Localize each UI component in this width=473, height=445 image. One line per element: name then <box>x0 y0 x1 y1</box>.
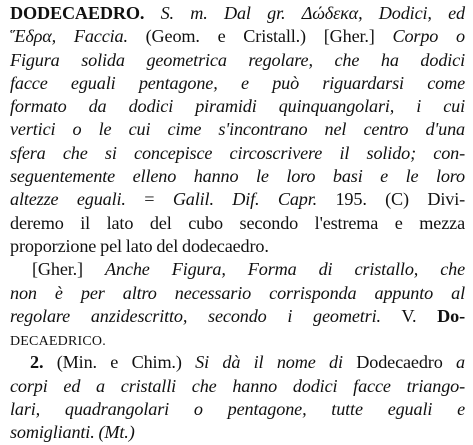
entry-line <box>10 118 465 141</box>
text-segment: Figura solida geometrica regolare, che ha dodici <box>10 49 465 70</box>
text-segment: = <box>125 189 173 210</box>
text-segment: 2. <box>30 352 57 373</box>
text-segment: lari, quadrangolari o pentagone, tutte eguali e <box>10 399 465 420</box>
entry-line <box>10 188 465 211</box>
text-segment: DECAEDRICO. <box>10 334 106 350</box>
entry-line <box>10 49 465 72</box>
text-segment <box>144 3 160 23</box>
text-segment: a <box>456 352 465 373</box>
text-segment: Ἕδρα, Faccia. <box>10 26 128 47</box>
text-segment: Corpo o <box>392 26 465 47</box>
text-segment: V. <box>380 305 438 326</box>
entry-line <box>10 95 465 118</box>
entry-line <box>10 375 465 398</box>
text-segment: Do- <box>437 305 465 326</box>
text-segment: deremo il lato del cubo secondo l'estrema e mezza <box>10 212 465 233</box>
text-segment: Galil. Dif. Capr. <box>172 189 318 210</box>
entry-line <box>10 2 465 25</box>
entry-line <box>10 212 465 235</box>
entry-line <box>10 235 465 258</box>
text-segment: sfera che si concepisce circoscrivere il solido; con- <box>10 142 465 163</box>
entry-line <box>10 351 465 374</box>
headword: DODECAEDRO. <box>10 3 145 23</box>
text-segment: non è per altro necessario corrisponda appunto al <box>10 282 465 303</box>
text-segment: corpi ed a cristalli che hanno dodici facce triango- <box>10 375 465 396</box>
text-segment: Dodecaedro <box>342 352 457 373</box>
text-segment: [Gher.] <box>32 259 106 280</box>
entry-line <box>10 72 465 95</box>
entry-line <box>10 328 465 351</box>
entry-line <box>10 258 465 281</box>
entry-line <box>10 305 465 328</box>
entry-line <box>10 421 465 444</box>
text-segment: (Geom. e Cristall.) [Gher.] <box>127 26 393 47</box>
text-segment: proporzione pel lato del dodecaedro. <box>10 235 269 256</box>
text-segment: 195. (C) Divi- <box>317 189 465 210</box>
text-segment: somiglianti. (Mt.) <box>10 422 135 443</box>
text-segment: facce eguali pentagone, e può riguardarsi come <box>10 72 465 93</box>
text-segment: altezze eguali. <box>10 189 126 210</box>
text-segment: seguentemente elleno hanno le loro basi e le loro <box>10 166 465 187</box>
text-segment: Anche Figura, Forma di cristallo, che <box>105 259 465 280</box>
text-segment: Si dà il nome di <box>195 352 343 373</box>
text-segment: regolare anzidescritto, secondo i geometri. <box>10 305 381 326</box>
text-segment: S. m. Dal gr. Δώδεκα, Dodici, ed <box>160 3 465 23</box>
text-segment: (Min. e Chim.) <box>56 352 196 373</box>
entry-line <box>10 165 465 188</box>
text-segment: vertici o le cui cime s'incontrano nel centro d'una <box>10 119 465 140</box>
entry-line <box>10 282 465 305</box>
entry-line <box>10 142 465 165</box>
entry-line <box>10 25 465 48</box>
text-segment: formato da dodici piramidi quinquangolari, i cui <box>10 96 465 117</box>
